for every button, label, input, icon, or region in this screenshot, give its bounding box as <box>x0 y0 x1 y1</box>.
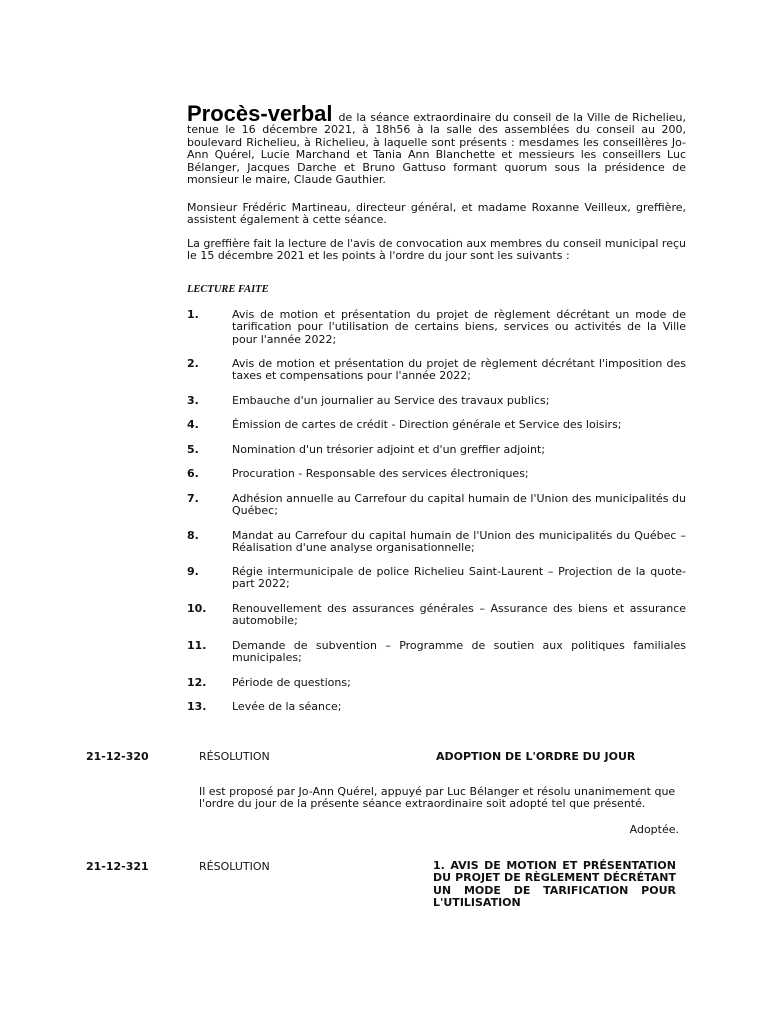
agenda-item-text: Nomination d'un trésorier adjoint et d'un greffier adjoint; <box>232 443 546 456</box>
agenda-item-number: 1. <box>187 308 199 321</box>
agenda-item-number: 5. <box>187 443 199 456</box>
attendance-paragraph: Monsieur Frédéric Martineau, directeur général, et madame Roxanne Veilleux, greffière, assistent également à cette séance. <box>187 201 686 227</box>
agenda-item-number: 13. <box>187 700 207 713</box>
resolution-number: 21-12-321 <box>86 860 149 873</box>
agenda-item-number: 4. <box>187 418 199 431</box>
convocation-paragraph: La greffière fait la lecture de l'avis de convocation aux membres du conseil municipal reçu le 15 décembre 2021 et les points à l'ordre du jour sont les suivants : <box>187 237 686 263</box>
agenda-item-text: Mandat au Carrefour du capital humain de l'Union des municipalités du Québec – Réalisation d'une analyse organisationnelle; <box>232 529 686 555</box>
resolution-label: RÉSOLUTION <box>199 860 270 873</box>
agenda-item-text: Émission de cartes de crédit - Direction générale et Service des loisirs; <box>232 418 622 431</box>
agenda-item-text: Avis de motion et présentation du projet de règlement décrétant un mode de tarification pour l'utilisation de certains biens, services ou activités de la Ville pour l'année 2022; <box>232 308 686 346</box>
intro-paragraph <box>187 101 686 187</box>
agenda-item-text: Renouvellement des assurances générales – Assurance des biens et assurance automobile; <box>232 602 686 628</box>
resolution-title: 1. AVIS DE MOTION ET PRÉSENTATION DU PROJET DE RÈGLEMENT DÉCRÉTANT UN MODE DE TARIFICATION POUR L'UTILISATION <box>433 859 676 910</box>
agenda-item-number: 9. <box>187 565 199 578</box>
agenda-item-text: Avis de motion et présentation du projet de règlement décrétant l'imposition des taxes et compensations pour l'année 2022; <box>232 357 686 383</box>
resolution-number: 21-12-320 <box>86 750 149 763</box>
agenda-item-number: 2. <box>187 357 199 370</box>
section-heading: LECTURE FAITE <box>187 284 269 295</box>
agenda-item-text: Levée de la séance; <box>232 700 342 713</box>
resolution-label: RÉSOLUTION <box>199 750 270 763</box>
agenda-item-text: Procuration - Responsable des services électroniques; <box>232 467 529 480</box>
agenda-item-number: 12. <box>187 676 207 689</box>
agenda-item-text: Demande de subvention – Programme de soutien aux politiques familiales municipales; <box>232 639 686 665</box>
agenda-item-number: 11. <box>187 639 207 652</box>
agenda-item-number: 10. <box>187 602 207 615</box>
resolution-status: Adoptée. <box>629 823 679 836</box>
resolution-body: Il est proposé par Jo-Ann Quérel, appuyé par Luc Bélanger et résolu unanimement que l'ordre du jour de la présente séance extraordinaire soit adopté tel que présenté. <box>199 785 676 811</box>
resolution-title: ADOPTION DE L'ORDRE DU JOUR <box>436 750 636 763</box>
agenda-item-text: Adhésion annuelle au Carrefour du capital humain de l'Union des municipalités du Québec; <box>232 492 686 518</box>
agenda-item-text: Période de questions; <box>232 676 351 689</box>
agenda-item-text: Embauche d'un journalier au Service des travaux publics; <box>232 394 550 407</box>
agenda-item-number: 3. <box>187 394 199 407</box>
agenda-item-number: 7. <box>187 492 199 505</box>
agenda-item-text: Régie intermunicipale de police Richelieu Saint-Laurent – Projection de la quote-part 2022; <box>232 565 686 591</box>
agenda-item-number: 6. <box>187 467 199 480</box>
agenda-item-number: 8. <box>187 529 199 542</box>
document-title: Procès-verbal <box>187 101 333 126</box>
intro-text: de la séance extraordinaire du conseil de la Ville de Richelieu, tenue le 16 décembre 2021, à 18h56 à la salle des assemblées du conseil au 200, boulevard Richelieu, à Richelieu, à laquelle sont présents : mesdames les conseillères Jo-Ann Quérel, Lucie Marchand et Tania Ann Blanchette et messieurs les conseillers Luc Bélanger, Jacques Darche et Bruno Gattuso formant quorum sous la présidence de monsieur le maire, Claude Gauthier. <box>187 111 686 187</box>
